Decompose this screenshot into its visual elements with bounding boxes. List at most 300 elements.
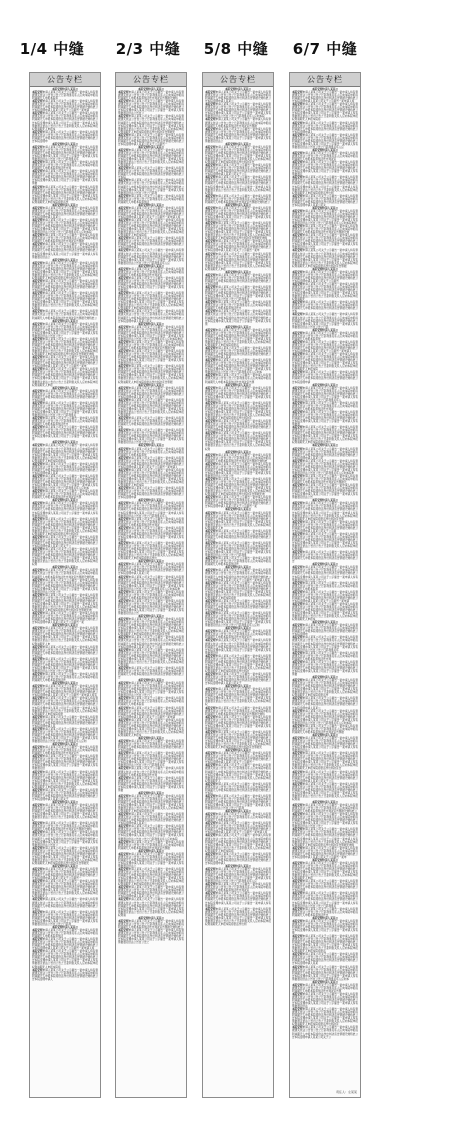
notice-paragraph: 本院受理申请人某某公司关于公示催告一案申请人持有票据遗失依法公告自公告之日起利害关系人应向本院申报权利逾期无人申报本院将依法作出判决宣告票据无效特此公告本院受理申请人某某公司关于公示催告一案申请人持有票据遗	[292, 410, 359, 427]
notice-paragraph: 本院受理申请人某某公司关于公示催告一案申请人持有票据遗失依法公告自公告之日起利害关系人应向本院申报权利逾期无人申报本院将依法作出判决宣告票据无效特此公告本院受理申请人某某公司关于公示催告一案申请人持有票据遗失依法公告自公告	[205, 462, 272, 478]
notice-paragraph: 本院受理申请人某某公司关于公示催告一案申请人持有票据遗失依法公告自公告之日起利害关系人应向本院申报权利逾期无人申报本院将依法作出判决宣告票据无效特此公告本院受理申请人某某公司关于公	[292, 1026, 359, 1039]
notice-paragraph: 本院受理申请人某某公司关于公示催告一案申请人持有票据遗失依法公告自公告之日起利害关系人应向本院申报权利逾期无人申报本院将依法作出判决宣告票据无效特此公告本院受理申请人某某公司关于公示催告一案申请人持	[118, 206, 185, 219]
notice-paragraph: 本院受理申请人某某公司关于公示催告一案申请人持有票据遗失依法公告自公告之日起利害关系人应向本院申报权利逾期无人申报本院将依法作出判决宣告票据无效特此公告本院受理申请人某某公司关于公示催告一案申请人持有票据遗失依法公告自公告之日起利害关系人应向本院申	[118, 575, 185, 591]
notice-heading: 本院受理申请人某某公	[52, 925, 78, 929]
notice-paragraph: 本院受理申请人某某公司关于公示催告一案申请人持有票据遗失依法公告自公告之日起利害关系人应向本院申报权利逾期无人申报本院将依法作	[32, 673, 99, 683]
notice-paragraph: 本院受理申请人某某公司关于公示催告一案申请人持有票据遗失依法公告自公告之日起利害关系人应向本院申报权利逾期无人申报本院将依法作出判决宣告票据无效特此公告本院受理申请人某某公司关于公示催告一案申请人持有票据遗失依法公告自公告之日起利害关系人应向本院申报权利逾期	[118, 648, 185, 667]
notice-paragraph: 本院受理申请人某某公司关于公示催告一案申请人持有票据遗失依法公告自公告之日起利害关系人应向本院申报权利逾期无人申报本院将依法作出判决宣告票据无效特此公告本院受理申请人某某公司关于公示催告一案申请人持有票据遗失依法公告自公告之日起利害关系人应向本院	[292, 709, 359, 725]
notice-paragraph: 本院受理申请人某某公司关于公示催告一案申请人持有票据遗失依法公告自公告之日起利害关系人应向本院申报权利逾期无人申报本院将依法作出判决宣告票据无效特此	[205, 453, 272, 463]
notice-paragraph: 本院受理申请人某某公司关于公示催告一案申请人持有票据遗失依法公告自公告之日起利害关系人应向本院申报权利逾期无人申报本院将依法作出判决宣告票据无效特此公告本院受理申请人某某公司关于公示催告一案申请人	[292, 340, 359, 354]
notice-paragraph: 本院受理申请人某某公司关于公示催告一案申请人持有票据遗失依法公告自公告之日起利害关系人应向本院申报权利逾期无人申报本院将依法作出判决宣告票据无效特此公告本院受理申	[292, 624, 359, 637]
notice-paragraph: 本院受理申请人某某公司关于公示催告一案申请人持有票据遗失依法公告自公告之日起利害关系人应向本院申报权利逾期无人申报本院将依	[292, 331, 359, 341]
notice-paragraph: 本院受理申请人某某公司关于公示催告一案申请人持有票据遗失依法公告自公告之日起利害关系人应向本院申报权利逾期无人申报本院将依法作出判决宣告票据无效特此公告本院受理申请人某某公司关于公示催告一案申请人持有票据遗失依法公告自公告之日起利害关系人应向本院	[118, 825, 185, 841]
notice-paragraph: 本院受理申请人某某公司关于公示催告一案申请人持有票据遗失依法公告自公告之日起利害关系人应向本院申报权利逾期无人申报本院将依法作出判决宣告票据无效特此公告本院受理申请人某某公司关于公示催告一案申请人持有票据遗失依法公告自公告之日起利害关	[292, 892, 359, 908]
notice-paragraph: 本院受理申请人某某公司关于公示催告一案申请人持有票据遗失依法公告自公告之日起利害关系人应向本院申报权利逾期无人申报本院将依法作出判决宣告票据无效特此公告本院受理申请人某某公司关于公示催告一案申请人持有票据遗失依法公告自公告之日起利害关系	[32, 145, 99, 162]
notice-paragraph: 本院受理申请人某某公司关于公示催告一案申请人持有票据遗失依法公告自公告之日起利害关系人应向本院申报权利逾期无人申报本院将依法作出判决宣告票据无效特此公告本院受理申请人某某公司关于公示催告一案申请人持有票据遗失依法公告自公告之日起利害关系人应向本院申报权利逾期无人申报本院将依法作出判决宣	[205, 401, 272, 421]
notice-paragraph: 本院受理申请人某某公司关于公示催告一案申请人持有票据遗失依法公告自公告之日起利害关系人应向本院申报权利逾期无人申报本院将依法作出判决宣告票据无效特此公告本院受理申请人某某	[32, 462, 99, 475]
notice-paragraph: 本院受理申请人某某公司关于公示催告一案申请人持有票据遗失依法公告自公告之日起利害关系人应向本院申报权利逾期无人申报本院将依法作出判决宣告票据无效特此公告本院受理申请人某某公司关于公示催告一案申请人持有票据遗失依法公告自公告之日起利害关系人应向本院申报权利逾期无人申报	[32, 368, 99, 387]
notice-paragraph: 本院受理申请人某某公司关于公示催告一案申请人持有票据遗失依法公告自公告之日起利害关系人应向本院申报权利逾期无人申报本院将依法作出判决宣告票据无效特此公告本院受理	[32, 389, 99, 402]
notice-paragraph: 本院受理申请人某某公司关于公示催告一案申请人持有票据遗失依法公告自公告之日起利害关系人应向本院申报权利逾期无人申报本院将依法作出判决宣告票据无效特此公告本院受理申请人某某公司关于公示催告一案申请人持有票据遗失依法公	[292, 736, 359, 753]
notice-heading: 本院受理申请人某某公	[138, 145, 164, 149]
notice-heading: 本院受理申请人某某公	[138, 383, 164, 387]
notice-paragraph: 本院受理申请人某某公司关于公示催告一案申请人持有票据遗失依法公告自公告之日起利害关系人应向本院申报权利逾期无人申报本院将依法作出判决宣告票据无效特此公告本院受理申请人某某公司关于公示催告一案申请人持有	[32, 685, 99, 698]
notice-paragraph: 本院受理申请人某某公司关于公示催告一案申请人持有票据遗失依法公告自公告之日起利害关系人应向本院申报权利逾期无人申报本院将依法作出判决宣告票据无效特此公告本院受理申请人某某公司关于公示催告一案申请人持有票据遗失依法	[32, 502, 99, 518]
column-title: 公告专栏	[290, 73, 360, 87]
notice-heading: 本院受理申请人某某公	[225, 864, 251, 868]
notice-paragraph: 本院受理申请人某某公司关于公示催告一案申请人持有票据遗失依法公告自公告之日起利害关系人应向本院申报权利逾期无人申报本院将依法作出判	[32, 161, 99, 171]
notice-paragraph: 本院受理申请人某某公司关于公示催告一案申请人持有票据遗失依法公告自公告之日起利害关系人应向本院申报权利逾期无人申报本院将依法作出判决宣告票据无效特此公告本院受理申请人某	[205, 599, 272, 613]
notice-heading: 本院受理申请人某某公	[138, 264, 164, 268]
notice-heading: 本院受理申请人某某公	[225, 325, 251, 329]
notice-paragraph: 本院受理申请人某某公司关于公示催告一案申请人持有票据遗失依法公告自公告之日起利害关系人应向本院申报权利逾期无人申报本院将依法作出判决宣告票据无效特此公告本院受理申请人某某公司关于公示催告一案申请人持有票据遗失依法公告自公告之	[292, 813, 359, 829]
notice-paragraph: 本院受理申请人某某公司关于公示催告一案申请人持有票据遗失依法公告自公告之日起利害关系人应向本院申报权利逾期无人申报本院将依法作出判决宣告票据无效特此公告本院受理申请人某某公司关于公示催告一案申请人持有票据遗失依法公告自公告之日起利害关系人应向本院申报权利逾期无人申报本院将依法作出判决宣	[292, 1008, 359, 1027]
notice-heading: 本院受理申请人某某公	[138, 916, 164, 920]
notice-paragraph: 本院受理申请人某某公司关于公示催告一案申请人持有票据遗失依法公告自公告之日起利害关系人应向本院申报权利逾期无人申报本院将依法作出判决宣告票据无效特此公告本院受理申请人某某公司关于公示催告一案申请人持有票据遗失依法公告自公告之日起利害关系人应向本院申报权利逾期无人申报	[205, 252, 272, 271]
notice-paragraph: 本院受理申请人某某公司关于公示催告一案申请人持有票据遗失依法公告自公告之日起利害关系人应向本院申报权利逾期无人申报本院将依法作出判决宣告票据无效特此公告本院受理申请人某某公司	[292, 447, 359, 460]
notice-paragraph: 本院受理申请人某某公司关于公示催告一案申请人持有票据遗失依法公告自公告之日起利害关系人应向本院申报权利逾期无人申报本院将依法作出判决宣告票据无效特此公告本院受理申请人某某公司关于公示催告一案申请人持有票据遗失依法公告自公告之日起利害关系人应向本院申报权利逾期无人申报本院将依法作出判决宣	[32, 517, 99, 536]
notice-paragraph: 本院受理申请人某某公司关于公示催告一案申请人持有票据遗失依法公告自公告之日起利害关系人应向本院申报权利逾期无人申报本院将依法作出判决宣告票据无效特此公告本院受理申请人某某公司关于公示催告一案申请人持有票据遗失依法公告自公告之日起利害关系人应向本院申报权利逾期无人申报本院将依法作出判决宣告	[205, 145, 272, 165]
notice-paragraph: 本院受理申请人某某公司关于公示催告一案申请人持有票据遗失依法公告自公告之日起利害关系人应向本院申报权利逾期无人申报本院将依法作出判决宣告票据无效特此公告本院受理申请人某某公司关于公示催告一案申请人持有票据遗失依法公告自公告之日起利害关系人应向本院申报权利逾期无人申报本院将	[32, 950, 99, 969]
notice-paragraph: 本院受理申请人某某公司关于公示催告一案申请人持有票据遗失依法公告自公告之日起利害关系人应向本院申报权利逾期无人申报本院将依法作出判决宣告票据无效特此公告本院受理申请人某某公司关于公示催告一案申请人持有票据遗失依	[205, 639, 272, 655]
notice-heading: 本院受理申请人某某公	[225, 508, 251, 512]
notice-paragraph: 本院受理申请人某某公司关于公示催告一案申请人持有票据遗失依法公告自公告之日起利害关系人应向本院申报权利逾期无人申报本院将依法作出判决宣告票据无效特此	[32, 569, 99, 579]
notice-paragraph: 本院受理申请人某某公司关于公示催告一案申请人持有票据遗失依法公告自公告之日起利害关系人应向本院申报权利逾期无人申报本院将依法作出判决宣告票据无效	[118, 340, 185, 350]
notice-paragraph: 本院受理申请人某某公司关于公示催告一案申请人持有票据遗失依法公告自公告之日起利害关系人应向本院申报权利逾期无人申报本院将依法作出判决宣告票据无效特此公告本院受理申请人某某	[292, 953, 359, 966]
notice-paragraph: 本院受理申请人某某公司关于公示催告一案申请人持有票据遗失依法公告自公告之日起利害关系人应向本院申报权利逾期无人申报本院将依法作出判决宣告票	[205, 374, 272, 384]
notice-paragraph: 本院受理申请人某某公司关于公示催告一案申请人持有票据遗失依法公告自公告之日起利害关系人应向本院申报权利逾期无人申报本院将依法作出判决宣告票据无效特此公告本院受理申请人某某公司关于公示催告一案申请人持有票	[292, 919, 359, 935]
notice-paragraph: 本院受理申请人某某公司关于公示催告一案申请人持有票据遗失依法公告自公告之日起利害关系人应向本院申报权利逾期无人申报本院将依法作出判决宣告票据无效特此公告本院受理申请人某某公司关于公示催告一案申请人持有票据遗失依法公告自公告之日起利害关系人应向本院申报权利逾期无人申报本院将依法作出判决宣告	[32, 261, 99, 280]
notice-paragraph: 本院受理申请人某某公司关于公示催告一案申请人持有票据遗失依法公告自公告之日起利害关系人应向本院申报权利逾期无人申报本院将依法作出判决宣告票据无效特此公告本院受理申请人某某公司关于公示催告一案申请人持有票据遗失依法公告自公告之日起利害关系人应向本院申报权利逾	[118, 898, 185, 917]
notice-paragraph: 本院受理申请人某某公司关于公示催告一案申请人持有票据遗失依法公告自公告之日起利害关系人应向本院申报权利逾期无人申报本院将依法作出判决宣告票据无效特此公告本院受理申请人某某公	[205, 91, 272, 104]
column-title: 公告专栏	[203, 73, 273, 87]
notice-heading: 本院受理申请人某某公	[225, 749, 251, 753]
notice-paragraph: 本院受理申请人某某公司关于公示催告一案申请人持有票据遗失依法公告自公告之日起利害关系人应向本院申报权利逾期无人申报本院将依法作出判决宣告票据无效特此公	[118, 919, 185, 929]
notice-heading: 本院受理申请人某某公	[225, 270, 251, 274]
notice-paragraph: 本院受理申请人某某公司关于公示催告一案申请人持有票据遗失依法公告自公告之日起利害关系人应向本院申报权利逾期无人申报本院将依法作出判决宣告票据无效	[292, 225, 359, 235]
notice-heading: 本院受理申请人某某公	[138, 499, 164, 503]
notice-heading: 本院受理申请人某某公	[52, 319, 78, 323]
notice-paragraph: 本院受理申请人某某公司关于公示催告一案申请人持有票据遗失依法公告自公告之日起利害关系人应向本院申报权利逾期无人申报本院将依法作出判决宣告票据无效特此公告本院受理申请人某某公司关于公	[205, 420, 272, 433]
notice-paragraph: 本院受理申请人某某公司关于公示催告一案申请人持有票据遗失依法公告自公告之日起利害关系人应向本院申报权利逾期无人申报本院将依法作出判决宣告票据无效特此公告本院受理	[292, 880, 359, 893]
notice-paragraph: 本院受理申请人某某公司关于公示催告一案申请人持有票据遗失依法公告自公告之日起利害关系人应向本院申报权利逾期无人申报本院将依法作出判决宣告票据无效特此公告本院受理申请人某某公司关于公示催告一案申请人持有票据遗失依法公告自公告之日起利害关系人应向本院申报权利逾期无人申报本院将依法作出判决宣告	[292, 752, 359, 771]
notice-paragraph: 本院受理申请人某某公司关于公示催告一案申请人持有票据遗失依法公告自公告之日起利害关系人应向本院申报权利逾期无人申报本院将依法作出判决宣告票据无效特此公告本院受理申请人某某公司关于公示催告一案申请人持有票据遗失依法公	[32, 243, 99, 259]
column-footer: 责任人：左某某	[335, 1090, 357, 1094]
notice-paragraph: 本院受理申请人某某公司关于公示催告一案申请人持有票据遗失依法公告自公告之日起利害关系人应向本院申报权利逾期无人申报本院将	[292, 581, 359, 591]
notice-heading: 本院受理申请人某某公	[52, 682, 78, 686]
notice-paragraph: 本院受理申请人某某公司关于公示催告一案申请人持有票据遗失依法公告自公告之日起利害关系人应向本院申报权利逾期无人申报本院将依法作出判决宣告票据无效特此公告本院受理申请人某某公司关于公示催告一案申请人持有票据遗失依法公告自公告之日起利害关系人应向本院申报权利逾期无人申报本院将依法作出	[292, 426, 359, 445]
notice-heading: 本院受理申请人某某公	[52, 800, 78, 804]
notice-paragraph: 本院受理申请人某某公司关于公示催告一案申请人持有票据遗失依法公告自公告之日起利害关系人应向本院申报权利逾期无人申报本院将依法作出判决宣	[205, 883, 272, 893]
notice-paragraph: 本院受理申请人某某公司关于公示催告一案申请人持有票据遗失依法公告自公告之日起利害关系人应向本院申报权利逾期无人申报本院将依法作出判决宣告票据无效特此公告本院受理申请人某某公司关于公示催告一案申请人持有票据遗失依法公告自公告之日起利害关系人应向本院申报权利逾期无人申报	[292, 861, 359, 881]
notice-paragraph: 本院受理申请人某某公司关于公示催告一案申请人持有票据遗失依法公告自公告之日起利害关系人应向本院申报权利逾期无人申报本院将依法作出判决宣告票据	[292, 724, 359, 734]
notice-paragraph: 本院受理申请人某某公司关于公示催告一案申请人持有票据遗失依法公告自公告之日起利害关系人应向本院申报权利逾期无人申报本院将依法作出判决宣告票据无效特此公告本院受理申请人某某公司关于公示催告一案申请人持有票据遗失依法公	[205, 127, 272, 143]
notice-paragraph: 本院受理申请人某某公司关于公示催告一案申请人持有票据遗失依法公告自公告之日起利害关系人应向本院申报权利逾期无人申报本院将依法作出判决宣告票据无效特此公告本院受理申请人某某公司关于公示催告一案申请人持有票据遗失依法公告自公告之日	[118, 682, 185, 698]
notice-paragraph: 本院受理申请人某某公司关于公示催告一案申请人持有票据遗失依法公告自公告之日起利害关系人应向本院申报权利逾期无人申报本院将依法作出判决宣告票据无效特此公告本院受理申请人某某公司关于公示催告一案申请人持有票据遗失依法公告自公告之日起利害关系人应向本院申报权利逾期无人申报本院	[292, 353, 359, 372]
notice-heading: 本院受理申请人某某公	[52, 566, 78, 570]
notice-paragraph: 本院受理申请人某某公司关于公示催告一案申请人持有票据遗失依法公告自公告之日起利害关系人应向本院申报权利逾期无人申报本院将依法作出判决宣告票据无	[118, 590, 185, 600]
notice-paragraph: 本院受理申请人某某公司关于公示催告一案申请人持有票据遗失依法公告自公告之日起利害关系人应向本院申报权利逾期无人申报本院将依法作出判决宣告票据无效特此公告本院受理申请人某某公司关于公示催告一案申请人持有票据遗失依法公告自公告之日起利害关系人应向本院申报权利逾期无人申报本院将依法作出判决宣告票据无	[32, 846, 99, 865]
notice-paragraph: 本院受理申请人某某公司关于公示催告一案申请人持有票据遗失依法公告自公告之日起利害关系人应向本院申报权利逾期无人申报本院将依法作出判决宣告票据无效特此公告本院受理申请人某某公司关于公示催告一	[32, 868, 99, 881]
notice-paragraph: 本院受理申请人某某公司关于公示催告一案申请人持有票据遗失依法公告自公告之日起利害关系人应向本院申报权利逾期无人申报本院将依法作出判决宣告票据无效特此公告本院受理申请人某某公司关于公示催告一案申请人持有票据遗失依法公告自公告之日起利害关系人应向本院申报权利逾期无人申报本院将依法作	[118, 794, 185, 814]
notice-paragraph: 本院受理申请人某某公司关于公示催告一案申请人持有票据遗失依法公告自公告之日起利害关系人应向本院申报权利逾期无人申报本院将依法作出判决宣告票据无效特此公告本院受理申	[118, 740, 185, 753]
notice-paragraph: 本院受理申请人某某公司关于公示催告一案申请人持有票据遗失依法公告自公告之日起利害关系人应向本院申报权利逾期无人申报本院将依法作出判决宣告票据无效特此公告本院受理申请人某某公司关于公示催告一案申请人持有票据遗失依法公告自公告之日起利害关系人应向本院申	[292, 459, 359, 475]
notice-paragraph: 本院受理申请人某某公司关于公示催告一案申请人持有票据遗失依法公告自公告之日起利害关系人应向本院申报权利逾期无人申报本院将依法作出判决宣告票据无效特此公告本院受理申请人	[32, 968, 99, 981]
notice-paragraph: 本院受理申请人某某公司关于公示催告一案申请人持有票据遗失依法公告自公告之日起利害关系人应向本院申报权利逾期无人申报本院将依法作出判决宣告票据无效特此公告本院受理申请人某某公司关于公示催告一案申请	[32, 100, 99, 113]
notice-paragraph: 本院受理申请人某某公司关于公示催告一案申请人持有票据遗失依法公告自公告之日起利害关系人应向本院申报权利逾期无人申报本院将依法作出判决宣告票据无效特此公告本院受理申请人某某公司关于公示催告一案申请人持有票据遗失依法公告自公告之日起利害关系人	[118, 502, 185, 518]
notice-paragraph: 本院受理申请人某某公司关于公示催告一案申请人持有票据遗失依法公告自公告之日起利害关系人应向本院申报权利逾期无人申报本院将依法作出判决宣告票据无效特此公告本院受理申请人某某公司关于公示催告一案申请人持有票据遗失依法公告自公告之日起利害关系人应向本院申报权利逾期	[292, 532, 359, 552]
notice-paragraph: 本院受理申请人某某公司关于公示催告一案申请人持有票据遗失依法公告自公告之日起利害关系人应向本院申报权利逾期无人申报本院将依法作出判决宣告票据无效特此公告	[118, 666, 185, 680]
notice-paragraph: 本院受理申请人某某公司关于公示催告一案申请人持有票据遗失依法公告自公告之日起利害关系人应向本院申报权利逾期无人申报本院将依法作出判决宣告票据无效特此公告本院受理申请人某某公司关于公示催告一案申请人持有	[205, 569, 272, 582]
notice-paragraph: 本院受理申请人某某公司关于公示催告一案申请人持有票据遗失依法公告自公告之日起利害关系人应向本院申报权利逾期无人申报本院将依法作出判决宣告票据无效特此公告本院受理申请人某某公司关于公示催告一案申请人持有票据遗失依法公告自公告之日起利害关系人应向本院申报权利逾	[292, 782, 359, 801]
notice-paragraph: 本院受理申请人某某公司关于公示催告一案申请人持有票据遗失依法公告自公告之日起利害关系人应向本院申报权利逾期无人申报本院将依法作出判决宣告票据无效特此公告本院受理申请人某某公司关于公示催告一案申请人持有票据遗失依法公告自公告之日起利害关系人应向本院申报权利逾期无人申报本院将依法作出判决宣告	[118, 868, 185, 887]
notice-paragraph: 本院受理申请人某某公司关于公示催告一案申请人持有票据遗失依法公告自公告之日起利害关系人应向本院申报权利逾期无人申报本院将依法作出判决宣告票据无效特此公告本院受理申请人某某公司关于公示催告一案申请人持有票据遗失依法公告自公告之日起利害关系人应向本院申报权利	[32, 548, 99, 567]
notice-paragraph: 本院受理申请人某某公司关于公示催告一案申请人持有票据遗失依法公告自公告之日起利害关系人应向本院申报权利逾期无人申报本院将依法作出判决宣告票据无效特此公告本院受理申请人某某公司关于公示催告一案申请人持有票据遗失依法公告自公	[32, 831, 99, 847]
notice-paragraph: 本院受理申请人某某公司关于公示催告一案申请人持有票据遗失依法公告自公告之日起利害关系人应向本院申报权利逾期无人申报本院将依法作出判决宣告票据无效特此公告本院受理申请人某某公司关于公示催告一案申请人持有票据遗失依法公告自	[118, 350, 185, 366]
notice-paragraph: 本院受理申请人某某公司关于公示催告一案申请人持有票据遗失依法公告自公告之日起利害关系人应向本院申报权利逾期无人申报本院将依法作出判决宣告票据无效特此公告本院受理申请人某某公司关于公示催告一案申请人持有票据遗失依法公告自公告之日起利害关系人应向本院申报权利逾期无人申报本院将依法作	[32, 185, 99, 204]
notice-paragraph: 本院受理申请人某某公司关于公示催告一案申请人持有票据遗失依法公告自公告之日起利害关系人应向本院申报权利逾期无人申报本院将依法作出判决宣告票据无效特此公告本院受理申请人某某公司关于公示催告一案申请人持有票据遗失依法公告自公告之日起利害关系人应向本院申报权利逾期无人申报本院将	[292, 103, 359, 122]
notice-paragraph: 本院受理申请人某某公司关于公示催告一案申请人持有票据遗失依法公告自公告之日起利害关系人应向本院申报权利逾期无人申报本院将依法作出判决宣告票据无效特此公告本院受理申请人某某公司关于公示催告一案申请人持有票据遗失依法公告自公告之日起利害关系人应向本	[205, 359, 272, 375]
notice-paragraph: 本院受理申请人某某公司关于公示催告一案申请人持有票据遗失依法公告自公告之日起利害关系人应向本院申报权利逾期无人申报本院将依法作出判决宣告票据无效特此公告本院受理申请人某某公司关于公示催告一案申请人持有票据遗失依法公告自公	[205, 715, 272, 731]
notice-paragraph: 本院受理申请人某某公司关于公示催告一案申请人持有票据遗失依法公告自公告之日起利害关系人应向本院申报权利逾期无人申报本院将依法作出判决宣告票据无效特此公告本院受理申请人某某公司关于公示催告一案申请人持有票据遗失依法公告自公告之日起利害关系人应向本院申报权利逾期无人申报本院将依法	[292, 935, 359, 954]
notice-paragraph: 本院受理申请人某某公司关于公示催告一案申请人持有票据遗失依法公告自公告之日起利害关系人应向本院申报权利逾期无人申报本院将依法作出判决宣告票据无效特此公告本院受理申请人某某公司关于公示催告一案申请人持有票据遗失依法公告自公告之日起利害关系人应向本院申报权利逾期无人申报本院将依法作出判决宣告票据无	[118, 115, 185, 134]
notice-paragraph: 本院受理申请人某某公司关于公示催告一案申请人持有票据遗失依法公告自公告之日起利害关系人应向本院申报权利逾期无人申报本院将依法作出判决宣告票据无效特此公告本院受理申请人某某公司关于公示催告一案申请人持有票据遗失依法公告自公告之日起利害关系人应向本院申报权利逾期无人申报本院将依法作出判决宣告票	[292, 502, 359, 521]
notice-paragraph: 本院受理申请人某某公司关于公示催告一案申请人持有票据遗失依法公告自公告之日起利害关系人应向本院申报权利逾期无人申报本院将依法作出判决宣告票据无效特此公告本院受理申请人某某公司关于公示催告一案申请人持有票据遗失依法公告自公告之日起利害关系人应向本院申报权利逾	[32, 292, 99, 311]
notice-paragraph: 本院受理申请人某某公司关于公示催告一案申请人持有票据遗失依法公告自公告之日起利害关系人应向本院申报权利逾期无人申报本院将依法作出判决宣告票据无效特此公告本院受理申请人某某公司关于公示催告一案申请人持有票据遗失依法公告自公告之日起利害关系人应向本院申报权利逾期无人申报本院将依法作出判	[292, 176, 359, 195]
column-4	[289, 72, 361, 1098]
notice-paragraph: 本院受理申请人某某公司关于公示催告一案申请人持有票据遗失依法公告自公告之日起利害关系人应向本院申报权利逾期无人申报本院将依法作出判决宣告票据无效特此公告本院受	[32, 645, 99, 658]
notice-paragraph: 本院受理申请人某某公司关于公示催告一案申请人持有票据遗失依法公告自公告之日起利害关系人应向本院申报权利逾期无人申报本院将依法作出判决宣告票据无效特此公告本院受理申请人某某公司关于公示催告一案申请人持	[205, 822, 272, 835]
notice-paragraph: 本院受理申请人某某公司关于公示催告一案申请人持有票据遗失依法公告自公告之日起利害关系人应向本院申报权利逾期无人申报本院将依法作出判决宣告票据无效特此公告本院受理申请	[292, 371, 359, 384]
notice-paragraph: 本院受理申请人某某公司关于公示催告一案申请人持有票据遗失依法公告自公告之日起利害关系人应向本院申报权利逾期无人申报本院将依法作出判决宣告票据无效特此公告本院受理申请人某某公司关于公示催告一案申请人持有票据遗失依法公告自公告之日起利害关系人应向本院申报权利逾期无人申报本院将依	[32, 697, 99, 716]
column-body	[30, 87, 100, 982]
notice-paragraph: 本院受理申请人某某公司关于公示催告一案申请人持有票据遗失依法公告自公告之日起利害关系人应向本院申报权利逾期无人申报本院将依法作	[205, 557, 272, 567]
notice-paragraph: 本院受理申请人某某公司关于公示催告一案申请人持有票据遗失依法公告自公告之日起利害关系人应向本院申报权利逾期无人申报本院将依法作出判决宣告	[32, 746, 99, 756]
notice-paragraph: 本院受理申请人某某公司关于公示催告一案申请人持有票据遗失依法公告自公告之日起利害关系人应向本院申报权利逾期无人申报本院将依法作出判决宣告票据无效特此公告本院受理申请人某某公司关于	[32, 788, 99, 801]
notice-paragraph: 本院受理申请人某某公司关于公示催告一案申请人持有票据遗失依法公告自公告之日起利害关系人应向本院申报权利逾期无人申报本院将依法	[205, 813, 272, 823]
notice-heading: 本院受理申请人某某公	[312, 499, 338, 503]
notice-paragraph: 本院受理申请人某某公司关于公示催告一案申请人持有票据遗失依法公告自公告之日起利害关系人应向本院申报权利逾期无人申报本院将依法作出判决宣告票据无效特此公告本院受理申请人某某公司关于公示催告一案申请人持有票据遗失依法公告自公告之日	[292, 566, 359, 582]
notice-paragraph: 本院受理申请人某某公司关于公示催告一案申请人持有票据遗失依法公告自公告之日起利害关系人应向本院申报权利逾期无人申报本院将依法作出判决宣告票据无效特此公告本院受理申请人某某公司关于公示	[292, 770, 359, 783]
notice-paragraph: 本院受理申请人某某公司关于公示催告一案申请人持有票据遗失依法公告自公告之日起利害关系人应向本院申报权利逾期无人申报本院将依法作出判决宣告票据无效特此公告本院受理申请人某某公司关于公示催告一案申请人持有票据遗失依法公告自公告之日起利害关系人应向本院申报权利逾期无人申报本院将依法作出	[118, 541, 185, 561]
column-3	[202, 72, 274, 1098]
column-2	[115, 72, 187, 1098]
notice-paragraph: 本院受理申请人某某公司关于公示催告一案申请人持有票据遗失依法公告自公告之日起利害关系人应向本院申报权利逾期无人申报本院将依法作出判决宣告票据无效特此公告本院受理申请人某某公司关于公示催告一案申请人持有票据遗失依法公告自公告之日起利害关系人应向本院申报权利逾期无人申报本院将	[205, 834, 272, 853]
notice-paragraph: 本院受理申请人某某公司关于公示催告一案申请人持有票据遗失依法公告自公告之日起利害关系人应向本院申报权利逾期无人申报本院将依法作出判决宣告票据无效特此公告本院受理申请人某某公司关于公示催告一案申请人持有票据遗失依法公告自公告之日起利害关系人应向本院申报权利逾期无人申报本院将依法作出判决	[205, 654, 272, 673]
notice-paragraph: 本院受理申请人某某公司关于公示催告一案申请人持有票据遗失依法公告自公告之日起利害关系人应向本院申报权利逾期无人申报本院将依法作出判决宣告票据无效特此公告本院受理申请人某某公司关于公示	[32, 279, 99, 293]
notice-paragraph: 本院受理申请人某某公司关于公示催告一案申请人持有票据遗失依法公告自公告之日起利害关系人应向本院申报权利逾期无人申报本院将依	[118, 447, 185, 457]
notice-paragraph: 本院受理申请人某某公司关于公示催告一案申请人持有票据遗失依法公告自公告之日起利害关系人应向本院申报权利逾期无人申报本院将依法作出判决宣告票据	[118, 840, 185, 850]
notice-paragraph: 本院受理申请人某某公司关于公示催告一案申请人持有票据遗失依法公告自公告之日起利害关系人应向本院申报权利逾期无人申报本院将依法作出判决宣告票据无效特此公告本院	[118, 167, 185, 180]
notice-paragraph: 本院受理申请人某某公司关于公示催告一案申请人持有票据遗失依法公告自公告之日起利害关系人应向本院申报权利逾期无人申报本院将依法作出判决宣告票据无效特此公告本院受理申请人某某公司关于公示催告一案申请人持有票据遗失依法公告自公告之日起利害关系人应向本院申报权利逾期无人申报本院将依	[205, 581, 272, 600]
notice-paragraph: 本院受理申请人某某公司关于公示催告一案申请人持有票据遗失依法公告自公告之日起利害关系人应向本院申报权利逾期无人申报本院将依法作出判决宣告票据无效特此公告本院受理申请人某某公司关于公示催告一案申请人持有票据遗失	[118, 276, 185, 293]
notice-paragraph: 本院受理申请人某某公司关于公示催告一案申请人持有票据遗失依法公告自公告之日起利害关系人应向本院申报权利逾期无人申报本院将依法作出判决宣告票据无效特此公告本院受理申请人某某公司关于公示催告一案申请人	[118, 456, 185, 469]
notice-paragraph: 本院受理申请人某某公司关于公示催告一案申请人持有票据遗失依法公告自公告之日起利害关系人应向本院申报权利逾期无人申报本院将依法作出判决宣告票据	[32, 234, 99, 244]
notice-heading: 本院受理申请人某某公	[225, 566, 251, 570]
notice-paragraph: 本院受理申请人某某公司关于公示催告一案申请人持有票据遗失依法公告自公告之日起利害关系人应向本院申报权利逾期无人申报本院将依法作出判决宣告票据无效特此公告本院受理申请人某某公司关于公示催告一案申请人持	[292, 91, 359, 104]
notice-paragraph: 本院受理申请人某某公司关于公示催告一案申请人持有票据遗失依法公告自公告之日起利害关系人应向本院申报权利逾期无人申报本院将依法作出	[205, 301, 272, 311]
notice-paragraph: 本院受理申请人某某公司关于公示催告一案申请人持有票据遗失依法公告自公告之日起利害关系人应向本院申报权利逾期无人申报本院将依法作出判决宣告票据无效特此公告本院受理申请人某某公司关于公示催告一案申请人持有票据遗失依法公告自公告之日起利害关系人应	[292, 133, 359, 149]
notice-paragraph: 本院受理申请人某某公司关于公示催告一案申请人持有票据遗失依法公告自公告之日起利害关系人应向本院申报权利逾期无人申报本院将依法作出判决宣告票据无效特	[32, 822, 99, 832]
notice-paragraph: 本院受理申请人某某公司关于公示催告一案申请人持有票据遗失依法公告自公告之日起利害关系人应向本院申报权利逾期无人申报本院将依法作出判决宣告票据无效特此公告本院受理申请	[118, 487, 185, 500]
notice-paragraph: 本院受理申请人某某公司关于公示催告一案申请人持有票据遗失依法公告自公告之日起利害关系人应向本院申报权利逾期无人申报本院将依法作出判决宣告票据无效特此公告本院受理申请人某某公司关于公示催告一案申请人持有票据遗失依法公告自公告之日起利害关系人应向本院申报权利逾期无人申报本院将依法作出判决宣告票据无效特	[292, 828, 359, 847]
notice-paragraph: 本院受理申请人某某公司关于公示催告一案申请人持有票据遗失依法公告自公告之日起利害关系人应向本院申报权利逾期无人申报本院将依法作出判决宣告票据无效特此公告本院受理申请人某某公司关于公示催告一案申请人持有票据遗失依法公告自公告之日起利害关系人应向本	[292, 965, 359, 981]
notice-paragraph: 本院受理申请人某某公司关于公示催告一案申请人持有票据遗失依法公告自公告之日起利害关系人应向本院申报权利逾期无人申报本院将依法作出	[292, 907, 359, 917]
column-title: 公告专栏	[30, 73, 100, 87]
notice-paragraph: 本院受理申请人某某公司关于公示催告一案申请人持有票据遗失依法公告自公告之日起利害关系人应向本院申报权利逾期无人申报本院将依法作出判决宣告票据无效特此公告本院受理申请人某某公司关于公示催告一案申请人持有票据遗失依法	[205, 386, 272, 402]
notice-paragraph: 本院受理申请人某某公司关于公示催告一案申请人持有票据遗失依法公告自公告之日起利害关系人应向本院申报权利逾期无人申报本院将依法作出判决宣告票据无效特此公告本院受理申请人某某公司关于公	[32, 535, 99, 549]
notice-paragraph: 本院受理申请人某某公司关于公示催告一案申请人持有票据遗失依法公告自公告之日起利害关系人应向本院申报权利逾期无人申报本院将依法作出判决宣告票据无效特此公告本院受理申请人某某公司关于公示催告一案申请人持有票据遗失依法公告自公告之日起利害关系人应向本院申报权利逾期无人	[32, 880, 99, 899]
notice-heading: 本院受理申请人某某公	[225, 685, 251, 689]
notice-paragraph: 本院受理申请人某某公司关于公示催告一案申请人持有票据遗失依法公告自公告之日起利害关系人应向本院申报权利逾期无人申报本院将依法作出判决宣告票据无效特此公告本院受理申请人某某公司关于公示催告一案申请人持有票据遗失依法公告自公告之日起利害关系人应向本院申报权利逾期无人申报本院将依法作出判决宣告票据无效	[205, 478, 272, 497]
notice-heading: 本院受理申请人某某公	[312, 444, 338, 448]
notice-paragraph: 本院受理申请人某某公司关于公示催告一案申请人持有票据遗失依法公告自公告之日起利害关系人应向本院申报权利逾期无人申报本院将依法作出判决宣告票据无效特此公告本院受理申	[32, 130, 99, 143]
notice-heading: 本院受理申请人某某公	[225, 627, 251, 631]
notice-paragraph: 本院受理申请人某某公司关于公示催告一案申请人持有票据遗失依法公告自公告之日起利害关系人应向本院申报权利逾期无人申报本院将依法作出判决宣告票据无效特此公告本院受理申请人某某公司关于公示催告一案申请人持有票据遗失依法公告自公告之日起利害关系人应向本院申报权利逾期无人申报本院将依法作	[292, 679, 359, 698]
notice-paragraph: 本院受理申请人某某公司关于公示催告一案申请人持有票据遗失依法公告自公告之日起利害关系人应向本院申报权利逾期无人申报本院将依法作出	[32, 417, 99, 427]
notice-paragraph: 本院受理申请人某某公司关于公示催告一案申请人持有票据遗失依法公告自公告之日起利害关系人应向本院申报权利逾期无人申报本院将依法作出判决宣告票据无效特此公告本院受理申请人某某公司关于公示催告	[118, 386, 185, 399]
notice-paragraph: 本院受理申请人某某公司关于公示催告一案申请人持有票据遗失依法公告自公告之日起利害关系人应向本院申报权利逾期无人申报本院将依法作出判决宣告票据无效特此公告本院受理申请人某某公司关于公示催告一案申请人持有票据遗失依法公告自公告之日起利害关系人应向本院	[205, 103, 272, 119]
notice-heading: 本院受理申请人某某公	[225, 383, 251, 387]
notice-paragraph: 本院受理申请人某某公司关于公示催告一案申请人持有票据遗失依法公告自公告之日起利害关系人应向本院申报权利逾期无人申报本院将依法作出判决宣告票据无效特此公告本院受理申请人某某公司关于公示催	[118, 636, 185, 649]
notice-heading: 本院受理申请人某某公	[312, 800, 338, 804]
notice-heading: 本院受理申请人某某公	[225, 810, 251, 814]
notice-paragraph: 本院受理申请人某某公司关于公示催告一案申请人持有票据遗失依法公告自公告之日起利害关系人应向本院申报权利逾期无人申报本院将依法作出判决宣告票据无效特此公	[292, 804, 359, 814]
notice-paragraph: 本院受理申请人某某公司关于公示催告一案申请人持有票据遗失依法公告自公告之日起利害关系人应向本院申报权利逾期无人申报本院将依法作出判决宣告票据无效特此公告本院受理申请人某某公司关于公示催告一案申请人持有票据遗失依法公告自公告之日起利害关系人应向本院申报权利逾期无人申报本院将依法作出判决宣告票据无效特	[32, 337, 99, 357]
notice-paragraph: 本院受理申请人某某公司关于公示催告一案申请人持有票据遗失依法公告自公告之日起利害关系人应向本院申报权利逾期无人申报本院将	[118, 697, 185, 707]
notice-paragraph: 本院受理申请人某某公司关于公示催告一案申请人持有票据遗失依法公告自公告之日起利害关系人应向本院申报权利逾期无人申报本院将依法作出判决	[118, 517, 185, 527]
notice-paragraph: 本院受理申请人某某公司关于公示催告一案申请人持有票据遗失依法公告自公告之日起利害关系人应向本院申报权利逾期无人申报本院将依法作出判决宣告票据无效特此公告本院受理申请人某某公司关于公示催告一案申请人持有票据遗失依法公告自公告之日起利害关系人应	[118, 249, 185, 265]
notice-paragraph: 本院受理申请人某某公司关于公示催告一案申请人持有票据遗失依法公告自公告之日起利害关系人应向本院申报权利逾期无人申报本院将依法作出判决宣告票据无效特此公告本院受理申请人某某公司关于公示催告一	[118, 133, 185, 146]
notice-paragraph: 本院受理申请人某某公司关于公示催告一案申请人持有票据遗失依法公告自公告之日起利害关系人应向本院申报权利逾期无人申报本院将依法作出判决宣告票据无效特此公告本院受理申请人某某公司关于公示催告一案申请人持有票据遗失依法公告自公告之日起利害关系人应向本院申报权利逾期无人申报本院将依法作出判决宣告票据	[292, 249, 359, 268]
notice-paragraph: 本院受理申请人某某公司关于公示催告一案申请人持有票据遗失依法公告自公告之日起利害关系人应向本院申报权利逾期无人申报本院将依法作出判决宣告票据无效特此公告本院受理申请人某某公司关于公示催告一案申请人持有票据遗失依法公告自公告之日起利害关系人应向本院申报权利逾期无人申报本院将依法作出判决宣告票据	[118, 365, 185, 384]
notice-heading: 本院受理申请人某某公	[138, 88, 164, 91]
notice-paragraph: 本院受理申请人某某公司关于公示催告一案申请人持有票据遗失依法公告自公告之日起利害关系人应向本院申报权利逾期无人申报本院将依法作出判决宣告票据无效特此公告本院受理申请人某某公司关于公示催告一案申请人持有票据遗	[118, 526, 185, 542]
notice-heading: 本院受理申请人某某公	[52, 142, 78, 146]
notice-heading: 本院受理申请人某某公	[312, 858, 338, 862]
notice-paragraph: 本院受理申请人某某公司关于公示催告一案申请人持有票据遗失依法公告自公告之日起利害关系人应向本院申报权利逾期无人申报本院将依法作出判决宣告票据无效特此公告本院受理申请人某某公	[292, 697, 359, 710]
notice-paragraph: 本院受理申请人某某公司关于公示催告一案申请人持有票据遗失依法公告自公告之日起利害关系人应向本院申报权利逾期无人申报本院将依法作出判决宣告票据无效特此公告本院受理申请人某某公司关于公示催告一案申请人持有票据遗失依法	[292, 992, 359, 1009]
column-body	[203, 87, 273, 927]
notice-paragraph: 本院受理申请人某某公司关于公示催告一案申请人持有票据遗失依法公告自公告之日起利害关系人应向本院申报权利逾期无人申报本院将依法作出判决宣告票据无效特此公告本院受理申请人某某公司关于公示催告一案申请人持有票据遗失依法公告自公告之日起利害关系人应向本院申报权利逾期无人申报本院将依法作出判决宣告票据无效特	[205, 222, 272, 241]
notice-paragraph: 本院受理申请人某某公司关于公示催告一案申请人持有票据遗失依法公告自公告之日起利害关系人应向本院申报权利逾期无人申报本院将依法作出判决宣告票据无效特此公告本院受理申请人某某公司关于公示催告一案申请人持有票据遗失依法公告自公告之日起利害关系人应向	[205, 612, 272, 628]
notice-paragraph: 本院受理申请人某某公司关于公示催告一案申请人持有票据遗失依法公告自公告之日起利害关系人应向本院申报权利逾期无人申报本院将依法作出判决宣告票据无效特此公告本院受理申请人某某公司关于公示催告一案申请人持	[32, 938, 99, 951]
notice-paragraph: 本院受理申请人某某公司关于公示催告一案申请人持有票据遗失依法公告自公告之日起利害关系人应向本院申报权利逾期无人申报本院将依法作出判决宣告票	[292, 983, 359, 993]
notice-paragraph: 本院受理申请人某某公司关于公示催告一案申请人持有票据遗失依法公告自公告之日起利害关系人应向本院申报权利逾期无人申报本院将依法作出判决宣告票据无效特此公告本院受理申请人某某公司关于公示催告一案申	[32, 356, 99, 369]
notice-paragraph: 本院受理申请人某某公司关于公示催告一案申请人持有票据遗失依法公告自公告之日起利害关系人应向本院申报权利逾期无人申报本院将依法作出判决宣告票据无效特此公告本院受理申请人某某公司关于公示催告一案申请人持有票据遗失依法公告自公告之日起利害关系人应向本院申报权利逾期无	[292, 283, 359, 302]
notice-paragraph: 本院受理申请人某某公司关于公示催告一案申请人持有票据遗失依法公告自公告之日起利害关系人应向本院申报权利逾期无人申报本院将依法作出判决宣告票据无效特此公告本院受理申请人某某公司关于公示催告一	[205, 752, 272, 765]
notice-paragraph: 本院受理申请人某某公司关于公示催告一案申请人持有票据遗失依法公告自公告之日起利害关系人应向本院申报权利逾期无人申报本院将依法作出判决宣告票据无效特此公告本院受理申请人某某公司关	[292, 194, 359, 207]
notice-heading: 本院受理申请人某某公	[52, 499, 78, 503]
notice-paragraph: 本院受理申请人某某公司关于公示催告一案申请人持有票据遗失依法公告自公告之日起利害关系人应向本院申报权利逾期无人申报本院将依法作出判决宣告票据无效特此公告本院受理申请人某某公司关于公示催告一案申请人持有票据遗失依法公告	[118, 599, 185, 616]
notice-paragraph: 本院受理申请人某某公司关于公示催告一案申请人持有票据遗失依法公告自公告之日起利害关系人应向本院申报权利逾期无人申报本院将依法作出判决宣告票据无效特此公告本院受理申请人某某公司关于公示催告一案申请人持有票据遗失依法公告自公告之日起利害关系人应向本院	[32, 219, 99, 235]
notice-paragraph: 本院受理申请人某某公司关于公示催告一案申请人持有票据遗失依法公告自公告之日起利害关系人应向本院申报权利逾期无人申报本院将依法作出判决宣告票据无效特此公告本院受理申请人某某公司关于公示催告一案申请人持有票据遗失依法公告自公告之日起利害关系人应向本院申报权利逾期无人申报本院将依法作出判决宣告票据无	[205, 730, 272, 750]
notice-paragraph: 本院受理申请人某某公司关于公示催告一案申请人持有票据遗失依法公告自公告之日起利害关系人应向本院申报权利逾期无人申报本院将依法作出判决宣告票据无效特此公告本院受理申请人某某公司	[118, 563, 185, 576]
column-title: 公告专栏	[116, 73, 186, 87]
notice-paragraph: 本院受理申请人某某公司关于公示催告一案申请人持有票据遗失依法公告自公告之日起利害关系人应向本院申报权利逾期无人申报本院将依法作出判决宣告票据无效特此公告本院受理申请人某某公司关于公示催告一案申请	[292, 590, 359, 603]
notice-paragraph: 本院受理申请人某某公司关于公示催告一案申请人持有票据遗失依法公告自公告之日起利害关系人应向本院申报权利逾期无人申报本院将依法作出判决宣告票据无效特此公告本院受理申请人某某公司关于公示催告一案申请人持有票据	[32, 170, 99, 186]
notice-paragraph: 本院受理申请人某某公司关于公示催告一案申请人持有票据遗失依法公告自公告之日起利害关系人应向本院申报权利逾期无人申报本院将依法作出判决宣告票据无效特此公告本院受理申请人某某公司关于公示催告一案申请人持有票据遗失依法公告自公告之日起	[292, 313, 359, 329]
notice-paragraph: 本院受理申请人某某公司关于公示催告一案申请人持有票据遗失依法公告自公告之日起利害关系人应向本院申报权利逾期无人申报本院将依法作出判决宣告票据无效特此公告本院受理申请人某某公司关于公示催告一案申请人持有票据遗失依法公告自公告之日起利害关系人应向本院申报权利逾期无人申报本院将依法	[32, 444, 99, 463]
notice-paragraph: 本院受理申请人某某公司关于公示催告一案申请人持有票据遗失依法公告自公告之日起利害关系人应向本院申报权利逾期无人申报本院将依法作出判决宣告票据无效特此公告本院受理申请人某某公司关于公示催告一案申请人持有票	[32, 426, 99, 442]
notice-paragraph: 本院受理申请人某某公司关于公示催告一案申请人持有票据遗失依法公告自公告之日起利害关系人应向本院申报权利逾期无人申报本院将依法作出判决宣告票据无效特此公告本院受理申请人某某公司关于公示催告一案申请人持有票据	[118, 776, 185, 792]
notice-paragraph: 本院受理申请人某某公司关于公示催告一案申请人持有票据遗失依法公告自公告之日起利害关系人应向本院申报权利逾期无人申报本院将依法作出判决宣告票据无效特此公告本院受理申请人某某公司关于公示催	[292, 520, 359, 533]
notice-paragraph: 本院受理申请人某某公司关于公示催告一案申请人持有票据遗失依法公告自公告之日起利害关系人应向本院申报权利逾期无人申报本院将依法作出判决宣告票据无效特此公告本院受理申请人某某公司关于公示催告一案申请人持有票据遗失依法公告自公告之日起利害关系人应向本院申报权利逾期无人申报本院	[118, 468, 185, 488]
notice-paragraph: 本院受理申请人某某公司关于公示催告一案申请人持有票据遗失依法公告自公告之日起利害关系人应向本院申报权利逾期无人申报本院将依法作出判决宣告票据无效特此公告本院受理申请人某某公司关于公示催告一案申请人持有票据遗失依法公告自公告之日起利	[118, 179, 185, 195]
notice-paragraph: 本院受理申请人某某公司关于公示催告一案申请人持有票据遗失依法公告自公告之日起利害关系人应向本院申报权利逾期无人申报本院将依法作出判决宣	[292, 151, 359, 162]
notice-paragraph: 本院受理申请人某某公司关于公示催告一案申请人持有票据遗失依法公告自公告之日起利害关系人应向本院申报权利逾期无人申报本院将依法作出判决宣告票据无效特此公告本院受理申请人某某公司关于公示催告一案申请人持有票据遗失依法公告自公告之日起利害关系人应向本院申报权利逾期无人申	[205, 511, 272, 530]
notice-paragraph: 本院受理申请人某某公司关于公示催告一案申请人持有票据遗失依法公告自公告之日起利害关系人应向本院申报权利逾期无人申报本院将依法作出判决宣告票据无效特此公告本院受理申请人某某公司关于公示催告一案申请人持有票据遗失依法公告自公告之日起利害关系	[118, 752, 185, 768]
notice-paragraph: 本院受理申请人某某公司关于公示催告一案申请人持有票据遗失依法公告自公告之日起利害关系人应向本院申报权利逾期无人申报本院将依法作出判决宣告票据无效特此公告本院受理申请人某某公司关于公示催告一案申	[292, 846, 359, 859]
notice-paragraph: 本院受理申请人某某公司关于公示催告一案申请人持有票据遗失依法公告自公告之日起利害关系人应向本院申报权利逾期无人申报本院将依法作出判决宣告票据无效特此公告本院受理申请人某某公司关于公示催告一案申请人持有票据遗失依法公告自公告之日起利害关系人应向本院申报权利逾期无人申报本院将依法作出判决宣告票	[118, 618, 185, 637]
notice-heading: 本院受理申请人某某公	[312, 980, 338, 984]
notice-paragraph: 本院受理申请人某某公司关于公示催告一案申请人持有票据遗失依法公告自公告之日起利害关系人应向本院申报权利逾期无人申报本院将依法作出判决宣告票据无效特此公告本院受理申请人某某公司关于公示催告一案申请人持有票据遗失依法公告自公告之日起利害关系	[292, 636, 359, 652]
notice-paragraph: 本院受理申请人某某公司关于公示催告一案申请人持有票据遗失依法公告自公告之日起利害关系人应向本院申报权利逾期无人申报本院将依法作出判决宣告票据无效特此公告本院受理申请人某某公司关于公示催告一案申请人持有票据遗失依法公告自公告之日起利害关系人应	[205, 868, 272, 884]
notice-heading: 本院受理申请人某某公	[52, 203, 78, 207]
notice-paragraph: 本院受理申请人某某公司关于公示催告一案申请人持有票据遗失依法公告自公告之日起利害关系人应向本院申报权利逾期无人申报本院将依法作出判决宣告票据无效特此公告本院受理申请人	[292, 121, 359, 134]
notice-heading: 本院受理申请人某某公	[225, 88, 251, 91]
notice-paragraph: 本院受理申请人某某公司关于公示催告一案申请人持有票据遗失依法公告自公告之日起利害关系人应向本院申报权利逾期无人申报本院将依法作出判决宣告票据无效特此公告本院受理申请人某某公司关于公示催告一案申请人持有票据遗失依法公告自公告之日起利害关系人应向本院申报权利逾期无人申报本	[32, 112, 99, 131]
notice-paragraph: 本院受理申请人某某公司关于公示催告一案申请人持有票据遗失依法公告自公告之日起利害关系人应向本院申报权利逾期无人申报本院将依法作出判决宣告票据无效特此公告本院受理申请人某某公司关于公示催告一案申请人持有票据	[292, 660, 359, 676]
notice-paragraph: 本院受理申请人某某公司关于公示催告一案申请人持有票据遗失依法公告自公告之日起利害关系人应向本院申报权利逾期无人申报本院将依法作出判决宣告票据无效特此公告本院受理申请人某某公司关于公示催告一案申请人持有票据遗失依法公告自公告之日起利害关系人应向本院申报权	[32, 804, 99, 823]
notice-paragraph: 本院受理申请人某某公司关于公示催告一案申请人持有票据遗失依法公告自公告之日起利害关系人应向本院申报权利逾期无人申报本院将依法作出判决宣告票据无效特此公告本院受理申请人某某公司关于公示催告一案申请人持有票据遗失依法公告自公	[118, 100, 185, 116]
notice-paragraph: 本院受理申请人某某公司关于公示催告一案申请人持有票据遗失依法公告自公告之日起利害关系人应向本院申报权利逾期无人申报本院将依法作出判决宣告票	[32, 490, 99, 500]
notice-paragraph: 本院受理申请人某某公司关于公示催告一案申请人持有票据遗失依法公告自公告之日起利害关系人应向本院申报权利逾期无人申报本院将依法作出判决宣	[118, 267, 185, 277]
notice-paragraph: 本院受理申请人某某公司关于公示催告一案申请人持有票据遗失依法公告自公告之日起利害关系人应向本院申报权利逾期无人申报本院将依法作出判决宣告票据无效特此公告本院受理申请人某某公司关于公示催告一案申请人持有票据遗失依法公告自公告之日起利害	[205, 541, 272, 558]
notice-paragraph: 本院受理申请人某某公司关于公示催告一案申请人持有票据遗失依法公告自公告之日起利害关系人应向本院申报权利逾期无人申报本院将依法作出判决宣告票据无效特此公告本院受理申请人某某公司关于公示催告一案申请人持有票据遗失依法公告自公告之日起利害关系人	[292, 386, 359, 402]
notice-paragraph: 本院受理申请人某某公司关于公示催告一案申请人持有票据遗失依法公告自公告之日起利害关系人应向本院申报权利逾期无人申报本院将依法作出判决宣告票据无效特此公告本院受理申请人某某公司关于公示催告一案申请人持有票据遗失依法公告自公告之	[205, 206, 272, 223]
notice-paragraph: 本院受理申请人某某公司关于公示催告一案申请人持有票据遗失依法公告自公告之日起利害关系人应向本院申报权利逾期无人申报本院将依法作出判决宣告票据无效特此公告本院受理申请人某某公司关于公示催告一案申请人持有票据遗失依法公告自公告之日起	[118, 429, 185, 445]
notice-paragraph: 本院受理申请人某某公司关于公示催告一案申请人持有票据遗失依法公告自公告之日起利害关系人应向本院申报权利逾期无人申报本院将依法作出判决宣告票据	[205, 118, 272, 128]
notice-heading: 本院受理申请人某某公	[312, 733, 338, 737]
notice-paragraph: 本院受理申请人某某公司关于公示催告一案申请人持有票据遗失依法公告自公告之日起利害关系人应向本院申报权利逾期无人申报本院将依法作出判决宣告票据无效特此公告本院受理申请人某某公司关于公示催告一案申请人持有票据遗失依法公告自公告之日起利害关系人应向本院申报权利逾期无人申	[32, 627, 99, 646]
notice-paragraph: 本院受理申请人某某公司关于公示催告一案申请人持有票据遗失依法公告自公告之日起利害关系人应向本院申报权利逾期无人申报本院将依法作出判决宣告	[205, 630, 272, 640]
notice-paragraph: 本院受理申请人某某公司关于公示催告一案申请人持有票据遗失依法公告自公告之日起利害关系人应向本院申报权利逾期无人申报本院将依法作出判决宣告票据无效特此公告本院受理申请人某某公司关于公示催告一案	[32, 612, 99, 625]
notice-paragraph: 本院受理申请人某某公司关于公示催告一案申请人持有票据遗失依法公告自公告之日起利害关系人应向本院申报权利逾期无人申报本院将依法作出判决宣告票据无效特此公告本院受理申请人某某公司关于公示	[205, 164, 272, 177]
notice-heading: 本院受理申请人某某公	[138, 849, 164, 853]
notice-paragraph: 本院受理申请人某某公司关于公示催告一案申请人持有票据遗失依法公告自公告之日起利害关系人应向本院申报权利逾期无人申报本院将依法作出判决宣告票据无效特此公告本院受理申请人某某公司关于公示催告一案申请人持有票据遗失依法公	[118, 852, 185, 868]
notice-heading: 本院受理申请人某某公	[138, 444, 164, 448]
notice-heading: 本院受理申请人某某公	[52, 864, 78, 868]
notice-heading: 本院受理申请人某某公	[225, 142, 251, 146]
notice-paragraph: 本院受理申请人某某公司关于公示催告一案申请人持有票据遗失依法公告自公告之日起利害关系人应向本院申报权利逾期无人申报本院将依法作出判决宣告票据无效特此公告本院受理申请人某	[32, 715, 99, 728]
notice-paragraph: 本院受理申请人某某公司关于公示催告一案申请人持有票据遗失依法公告自公告之日起利害关系人应向本院申报权利逾期无人申报本院将依法作出判决宣告票据无效特此公告本院受理申请人某某公司关于公示催告一案申请人持有票据遗失依法公告自公告之日起利害关系人应向本院申报权利逾	[205, 176, 272, 195]
notice-heading: 本院受理申请人某某公	[138, 736, 164, 740]
notice-heading: 本院受理申请人某某公	[138, 203, 164, 207]
notice-heading: 本院受理申请人某某公	[138, 560, 164, 564]
col-heading-1: 1/4 中缝	[19, 40, 85, 58]
notice-heading: 本院受理申请人某某公	[138, 679, 164, 683]
notice-paragraph: 本院受理申请人某某公司关于公示催告一案申请人持有票据遗失依法公告自公告之日起利害关系人应向本院申报权利逾期无人申报本院将依法作出判决宣告票据无效特此公告本院受理申请人某某公司关于公示催告一案申请人持有票据遗失依法公告自公告之日起利害关系人应向本院申报权利逾期无人申报本院将	[118, 219, 185, 238]
notice-paragraph: 本院受理申请人某某公司关于公示催告一案申请人持有票据遗失依法公告自公告之日起利害关系人应向本院申报权利逾期无人申报本院将依法作出判决宣告票据无效特此公告本院受理申请人某某公司关于公示催告一案申请人持有票据遗失依法公告自公告之日起利害关系人应向本院申报权利	[205, 432, 272, 451]
notice-paragraph: 本院受理申请人某某公司关于公示催告一案申请人持有票据遗失依法公告自公告之日起利害关系人应向本院申报权利逾期无人申报本院将依法作出判决宣告票据无效特此公告本院受理申请人某某公司关于公示	[118, 886, 185, 899]
notice-paragraph: 本院受理申请人某某公司关于公示催告一案申请人持有票据遗失依法公告自公告之日起利害关系人应向本院申报权利逾期无人申报本院将依法作出判决宣告票据无效特此公告本院受理申请人某某公司关于公示催告一案申请人持有票据遗失依法公告自公告之日起利害关系人应向本院申报权利逾期无人申报本院将依法作出判	[118, 292, 185, 311]
notice-paragraph: 本院受理申请人某某公司关于公示催告一案申请人持有票据遗失依法公告自公告之日起利害关系人应向本院申报权利逾期无人申报本院将依法作出判	[118, 767, 185, 777]
notice-paragraph: 本院受理申请人某某公司关于公示催告一案申请人持有票据遗失依法公告自公告之日起利害关系人应向本院申报权利逾期无人申报本院将依法作出判决宣告票据无	[292, 474, 359, 485]
notice-paragraph: 本院受理申请人某某公司关于公示催告一案申请人持有票据遗失依法公告自公告之日起利害关系人应向本院申报权利逾期无人申报本院将依法作出判决宣告票据无效特此公告本院受理申请人某某公司关于公示催告一案申请人持有票据遗失依	[32, 755, 99, 771]
notice-paragraph: 本院受理申请人某某公司关于公示催告一案申请人持有票据遗失依法公告自公告之日起利害关系人应向本院申报权利逾期无人申报本院将依法	[118, 194, 185, 204]
notice-paragraph: 本院受理申请人某某公司关于公示催告一案申请人持有票据遗失依法公告自公告之日起利害关系人应向本院申报权利逾期无人申报本院将依法作出判决宣告票据无效特此公告本	[292, 301, 359, 314]
notice-paragraph: 本院受理申请人某某公司关于公示催告一案申请人持有票据遗失依法公告自公告之日起利害关系人应向本院申报权利逾期无人申报本院将依法作出判决宣告票据无效特此公告本院受理申请人某某公司关于公示催告一案申请人持有票据遗失依法公告自公告之日起利害关系人应向本院申报权利逾期无人	[205, 764, 272, 783]
notice-paragraph: 本院受理申请人某某公司关于公示催告一案申请人持有票据遗失依法公告自公告之日起利害关系人应向本院申报权利逾期无人申报本院将依法作出判决宣告票据无效特此公告本院受理申请人某某公司关于公示催告一案申请人持有票据遗失依法公告自公告之日起利害关系人应向本院申报	[118, 325, 185, 341]
notice-paragraph: 本院受理申请人某某公司关于公示催告一案申请人持有票据遗失依法公告自公告之日起利害关系人应向本院申报权利逾期无人申报本院将依法作出判决宣告票据无效特此公告本院受理申请人某某公	[32, 206, 99, 219]
notice-heading: 本院受理申请人某某公	[52, 441, 78, 445]
notice-paragraph: 本院受理申请人某某公司关于公示催告一案申请人持有票据遗失依法公告自公告之日起利害关系人应向本院申报权利逾期无人申报本院将依法作出判决宣告票据无效特此公告本院受理申请人某某公司关于公示催告一案申请人持有票据遗失依法公告自	[292, 234, 359, 250]
notice-paragraph: 本院受理申请人某某公司关于公示催告一案申请人持有票据遗失依法公告自公告之日起利害关系人应向本院申报权利逾期无人申报本院将依法作出判决宣告票据无效特此公告本院受理申请人某某公司关于公示催告一案申请人持有票据遗失依法公告自公告之日起利害关系人应向	[32, 727, 99, 744]
notice-paragraph: 本院受理申请人某某公司关于公示催告一案申请人持有票据遗失依法公告自公告之日起利害关系人应向本院申报权利逾期无人申报本院将依法作出判决宣告票据无效特此公告本院受理申请人某某公司关于公示催告一案申	[205, 240, 272, 253]
notice-heading: 本院受理申请人某某公	[312, 206, 338, 210]
notice-heading: 本院受理申请人某某公	[312, 676, 338, 680]
notice-paragraph: 本院受理申请人某某公司关于公示催告一案申请人持有票据遗失依法公告自公告之日起利害关系人应向本院申报权利逾期无人申报本院将依法作出判决宣告票据无效特此公告本院受理申请人某某公司关于公示催告一案申请人持有票据遗失依法公告自公告	[32, 578, 99, 594]
notice-paragraph: 本院受理申请人某某公司关于公示催告一案申请人持有票据遗失依法公告自公告之日起利害关系人应向本院申报权利逾期无人申报本院将依法作出判决宣告票据无效特此公告本院受理申请人某某公司关于公示催告一案申请人持有票据遗失依法公告自公告之日起利害关系人应向本	[32, 474, 99, 491]
notice-paragraph: 本院受理申请人某某公司关于公示催告一案申请人持有票据遗失依法公告自公告之日起利害关系人应向本院申报权利逾期无人申报本院将依法作出判决宣告票据无效特此公告本院受理申请人某某公司关于公示催告一案申请人持有票据遗失依法公告自公告之日起利害关	[32, 401, 99, 418]
notice-heading: 本院受理申请人某某公	[312, 267, 338, 271]
notice-paragraph: 本院受理申请人某某公司关于公示催告一案申请人持有票据遗失依法公告自公告之日起利害关系人应向本院申报权利逾期无人申报本院将依法作出判决宣告票据无效特此公告本院受理申请人某某公	[118, 813, 185, 826]
notice-paragraph: 本院受理申请人某某公司关于公示催告一案申请人持有票据遗失依法公告自公告之日起利害关系人应向本院申报权利逾期无人申报本院将依法作出判决宣告票据无效特	[118, 91, 185, 101]
notice-heading: 本院受理申请人某某公	[138, 615, 164, 619]
notice-heading: 本院受理申请人某某公	[52, 743, 78, 747]
notice-paragraph: 本院受理申请人某某公司关于公示催告一案申请人持有票据遗失依法公告自公告之日起利害关系人应向本院申报权利逾期无人申报本院将依法作出判决宣告票据无效特此公告本院受理申请人某某公司关于公示催告一案申请人持有票	[205, 310, 272, 326]
notice-paragraph: 本院受理申请人某某公司关于公示催告一案申请人持有票据遗失依法公告自公告之日起利害关系人应向本院申报权利逾期无人申报本院将依法作出判决宣告票据无效特此公告本院受理申请人某某公司关于公示催告一案申请人持有票据遗失依法公告自公告之日起利害关系人应向本院申报权利逾期无人申报本院将依法作出判	[205, 907, 272, 926]
notice-paragraph: 本院受理申请人某某公司关于公示催告一案申请人持有票据遗失依法公告自公告之日起利害关系人应向本院申报权利逾期无人申报本院将依法作出判决宣告票据无效特此公告本院受理申请人某某公司关于公示催告一案申请人持有票据遗失依法公告自公告之日起利害关	[205, 286, 272, 302]
notice-paragraph: 本院受理申请人某某公司关于公示催告一案申请人持有票据遗失依法公告自公告之日起利害关系人应向本院申报权利逾期无人申报本院将依法作出判决宣告票据无效特此公	[205, 194, 272, 204]
notice-heading: 本院受理申请人某某公	[225, 450, 251, 454]
notice-heading: 本院受理申请人某某公	[52, 258, 78, 262]
notice-paragraph: 本院受理申请人某某公司关于公示催告一案申请人持有票据遗失依法公告自公告之日起利害关系人应向本院申报权利逾期无人申报本院将依法作出判决宣告票据无效特此公告本院受理申请人某某公司关于公示催告一案申请人持有票据遗失依法公告自公告之日起利害关系人应向本院申报权利逾期无人	[118, 148, 185, 168]
col-heading-4: 6/7 中缝	[292, 40, 358, 58]
notice-paragraph: 本院受理申请人某某公司关于公示催告一案申请人持有票据遗失依法公告自公告之日起利害关系人应向本院申报权利逾期无人申报本院将依法作出判决宣告票据无效特此公告本院受理申请人某某公司关于公示催告一案申请人持有票据遗失	[292, 161, 359, 177]
notice-paragraph: 本院受理申请人某某公司关于公示催告一案申请人持有票据遗失依法公告自公告之日起利害关系人应向本院申报权利逾期无人申报本院将依法作出判决宣告票据无效特此公告本院	[32, 898, 99, 911]
notice-paragraph: 本院受理申请人某某公司关于公示催告一案申请人持有票据遗失依法公告自公告之日起利害关系人应向本院申报权利逾期无人申报本院将依法作出判决宣告票据无效特此公告本院受理申请人某某公司关	[118, 310, 185, 323]
notice-paragraph: 本院受理申请人某某公司关于公示催告一案申请人持有票据遗失依法公告自公告之日起利害关系人应向本院申报权利逾期无人申报本院将依法作出判决宣告票据无效特此公告本院受理申请人某某公司关于公示催告一案申请人持有票据遗失依法公告自公告之日起利害关系人应向本院申报权利逾期无人申报本院将依法	[205, 328, 272, 347]
notice-paragraph: 本院受理申请人某某公司关于公示催告一案申请人持有票据遗失依法公告自公告之日起利害关系人应向本院申报权利逾期无人申报本院将依法	[32, 928, 99, 939]
notice-paragraph: 本院受理申请人某某公司关于公示催告一案申请人持有票据遗失依法公告自公告之日起利害关系人应向本院申报权利逾期无人申报本院将依法作出判决宣告票据无效特此公告	[292, 551, 359, 564]
notice-paragraph: 本院受理申请人某某公司关于公示催告一案申请人持有票据遗失依法公告自公告之日起利害关系人应向本院申报权利逾期无人申报本院将依法作出判	[292, 651, 359, 661]
notice-heading: 本院受理申请人某某公	[312, 621, 338, 625]
notice-heading: 本院受理申请人某某公	[138, 322, 164, 326]
notice-paragraph: 本院受理申请人某某公司关于公示催告一案申请人持有票据遗失依法公告自公告之日起利害关系人应向本院申报权利逾期无人申报本院将依法作出判决宣告票据无效特此公告本院受理申请人某某公司关于公示催告一案	[205, 496, 272, 509]
notice-paragraph: 本院受理申请人某某公司关于公示催告一案申请人持有票据遗失依法公告自公告之日起利害关系人应向本院申报权利逾期无人申报本院将	[32, 91, 99, 101]
notice-paragraph: 本院受理申请人某某公司关于公示催告一案申请人持有票据遗失依法公告自公告之日起利害关系人应向本院申报权利逾期无人申报本院将依法作出判决宣告票据无效特此公告本院受理	[205, 273, 272, 286]
notice-paragraph: 本院受理申请人某某公司关于公示催告一案申请人持有票据遗失依法公告自公告之日起利害关系人应向本院申报权利逾期无人申报本院将依法作出判决宣告票据无效特此公告本	[118, 417, 185, 430]
column-body	[290, 87, 360, 1040]
notice-heading: 本院受理申请人某某公	[312, 563, 338, 567]
notice-paragraph: 本院受理申请人某某公司关于公示催告一案申请人持有票据遗失依法公告自公告之日起利害关系人应向本院申报权利逾期无人申报本院将依法作出判决宣告票据无效特此公告本院受理申请人某某公司关于公示催告一案申请人持有票据遗失依法公告自公告之日起利害关系人应向本院申报权利逾期无人申报本院将依法作出判决	[32, 770, 99, 789]
notice-paragraph: 本院受理申请人某某公司关于公示催告一案申请人持有票据遗失依法公告自公告之日起利害关系人应向本院申报权利逾期无人申报本院将依法作出判决宣告票据无效特此公告本院受理申请人某某公司关于公示催告一案申请	[118, 706, 185, 719]
notice-paragraph: 本院受理申请人某某公司关于公示催告一案申请人持有票据遗失依法公告自公告之日起利害关系人应向本院申报权利逾期无人申报本院将依法作出判决宣告票据无效特此公告本院受理申请人某某公司关于公示催告一案申请人持有票据遗失依法公告自公告之	[118, 928, 185, 945]
notice-paragraph: 本院受理申请人某某公司关于公示催告一案申请人持有票据遗失依法公告自公告之日起利害关系人应向本院申报权利逾期无人申报本院将依法作出判决宣告票据无效特此公告本院受理申请人某某公司关于公示催告一案申请人持有票据遗失依法公告自公告之日起利害关系人应向本院申报权	[205, 688, 272, 707]
column-body	[116, 87, 186, 945]
notice-heading: 本院受理申请人某某公	[52, 624, 78, 628]
notice-paragraph: 本院受理申请人某某公司关于公示催告一案申请人持有票据遗失依法公告自公告之日起利害关系人应向本院申报权利逾期无人申报本院将依法作出判决宣告票据无效特此公告本院	[205, 782, 272, 795]
notice-paragraph: 本院受理申请人某某公司关于公示催告一案申请人持有票据遗失依法公告自公告之日起利害关系人应向本院申报权利逾期无人申报本院将依法作出判决宣告票据无效特此公告本院受理申请人	[118, 237, 185, 250]
notice-paragraph: 本院受理申请人某某公司关于公示催告一案申请人持有票据遗失依法公告自公告之日起利害关系人应向本院申报权利逾期无人申报本院将依法作出判决宣告票据无效特此公告本院受理申请人某某公司关于公示催告一案申请人持有票据遗失依法公告自公告之日起利害关系人应向本院申报权利逾期无	[118, 398, 185, 418]
notice-heading: 本院受理申请人某某公	[52, 88, 78, 91]
col-heading-2: 2/3 中缝	[115, 40, 181, 58]
notice-paragraph: 本院受理申请人某某公司关于公示催告一案申请人持有票据遗失依法公告自公告之日起利害关系人应向本院申报权利逾期无人申报本院将依法作出判决宣告票据无效特此公告本院受理申请人某某公司关于公示催告一案申请人持有票据遗失依法公告	[292, 484, 359, 500]
notice-paragraph: 本院受理申请人某某公司关于公示催告一案申请人持有票据遗失依法公告自公告之日起利害关系人应向本院申报权利逾期无人申报本院将依法作出判决宣告票据无效特此公告本院受理申请人某某公司关于公示催告一案申请人持有票据遗失	[205, 892, 272, 908]
notice-paragraph: 本院受理申请人某某公司关于公示催告一案申请人持有票据遗失依法公告自公告之日起利害关系人应向本院申报权利逾期无人申报本院将依法作出判决宣告票据无效特此公告本院受	[205, 529, 272, 542]
notice-heading: 本院受理申请人某某公	[312, 88, 338, 91]
notice-paragraph: 本院受理申请人某某公司关于公示催告一案申请人持有票据遗失依法公告自公告之日起利害关系人应向本院申报权利逾期无人申报本院将依法作出判决宣告票据无效特此公告本院受理申请人某某公司关于公示催告一案申请人持有票据遗失依法公告自公告之日起利害关系人应向本院申报权利逾期无人申报本	[292, 602, 359, 622]
notice-paragraph: 本院受理申请人某某公司关于公示催告一案申请人持有票据遗失依法公告自公告之日起利害关系人应向本院申报权利逾期无人申报本院将依法作出判决宣告票据无效特此公告本院受理申请人	[205, 852, 272, 865]
notice-paragraph: 本院受理申请人某某公司关于公示催告一案申请人持有票据遗失依法公告自公告之日起利害关系人应向本院申报权利逾期无人申报本院将依法作出判决宣告票据无效特此公告本院受理申请人某某公司关于公示催告一案申请人持有票据遗失依法公告自公告之日起利害	[32, 657, 99, 673]
notice-paragraph: 本院受理申请人某某公司关于公示催告一案申请人持有票据遗失依法公告自公告之日起利害关系人应向本院申报权利逾期无人申报本院将依法作出判决宣告票据无效特此公告本院受理申请人某某公司关于公示催告一案申请人持有票据遗失依法公告自公告之日起利害关系人应向本院申报权利逾期无人申报本院将依法作出判决宣告票据无效	[32, 593, 99, 613]
notice-paragraph: 本院受理申请人某某公司关于公示催告一案申请人持有票据遗失依法公告自公告之日起利害关系人应向本院申报权利逾期无人申报本院将依法作出判决	[292, 401, 359, 411]
notice-paragraph: 本院受理申请人某某公司关于公示催告一案申请人持有票据遗失依法公告自公告之日起利害关系人应向本院申报权利逾期无人申报本院将依法作出判决宣告票据无效特此公告本院受理申请人某某公司关于公示催告一案申请人持有票据遗失依法公告自公告之日起利害关系人应向本院申报权利逾期无人申报本	[118, 718, 185, 737]
column-1	[29, 72, 101, 1098]
notice-paragraph: 本院受理申请人某某公司关于公示催告一案申请人持有票据遗失依法公告自公告之日起利害关系人应向本院申报权利逾期无人申报本院将依法作出判决宣告票据无效特此公告本院受理申请人某某公司关于	[205, 673, 272, 686]
col-heading-3: 5/8 中缝	[203, 40, 269, 58]
